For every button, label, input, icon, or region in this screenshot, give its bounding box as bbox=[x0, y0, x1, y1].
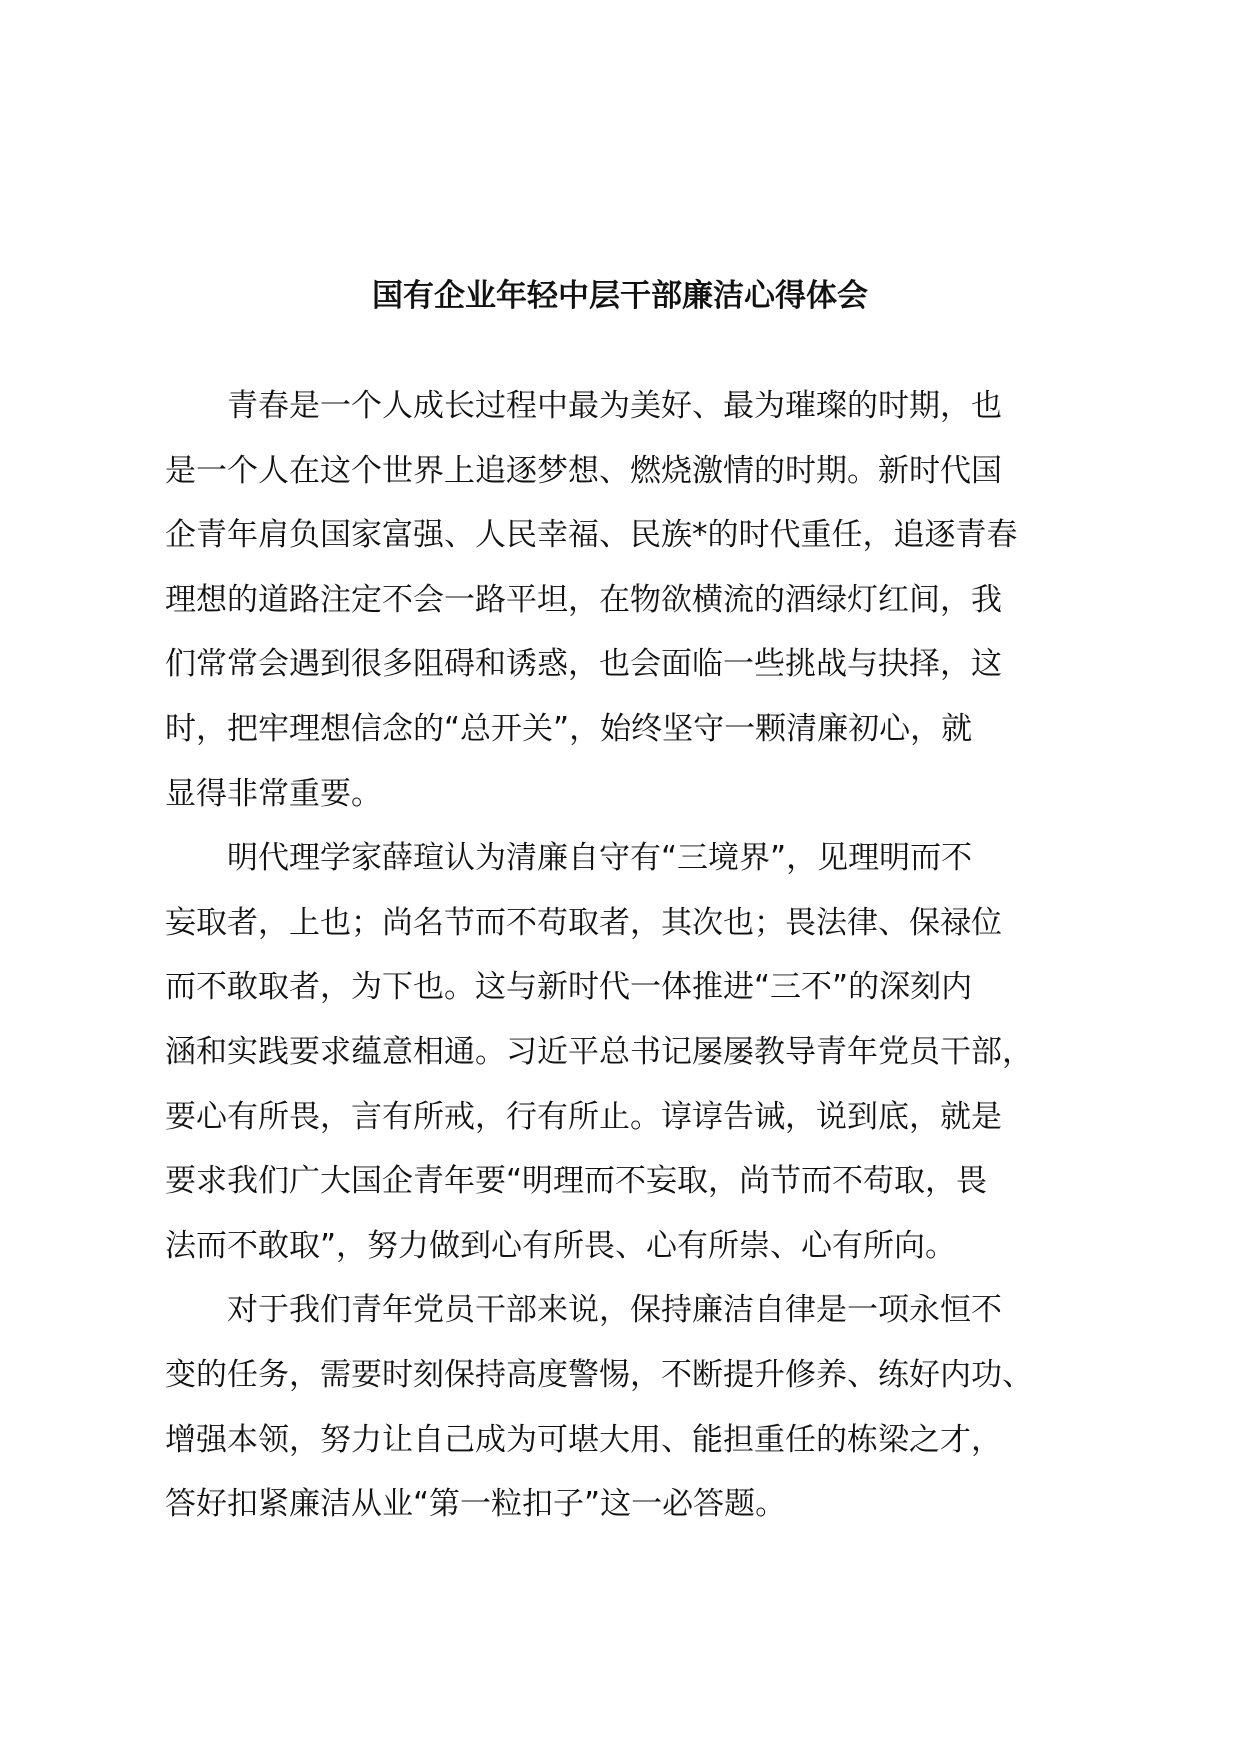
document-body bbox=[165, 374, 1065, 1537]
paragraph-line: 是一个人在这个世界上追逐梦想、燃烧激情的时期。新时代国 bbox=[165, 452, 1002, 489]
paragraph-line: 而不敢取者，为下也。这与新时代一体推进“三不”的深刻内 bbox=[165, 969, 973, 1006]
paragraph-line: 青春是一个人成长过程中最为美好、最为璀璨的时期，也 bbox=[227, 388, 1002, 424]
document-title: 国有企业年轻中层干部廉洁心得体会 bbox=[372, 278, 868, 314]
paragraph-line: 要求我们广大国企青年要“明理而不妄取，尚节而不苟取，畏 bbox=[165, 1163, 988, 1200]
paragraph-line: 时，把牢理想信念的“总开关”，始终坚守一颗清廉初心，就 bbox=[165, 710, 973, 747]
paragraph-line: 涵和实践要求蕴意相通。习近平总书记屡屡教导青年党员干部， bbox=[165, 1033, 1033, 1070]
paragraph-line: 企青年肩负国家富强、人民幸福、民族*的时代重任，追逐青春 bbox=[165, 517, 1018, 554]
paragraph-line: 理想的道路注定不会一路平坦，在物欲横流的酒绿灯红间，我 bbox=[165, 581, 1002, 618]
paragraph-line: 显得非常重要。 bbox=[165, 775, 382, 812]
paragraph-line: 增强本领，努力让自己成为可堪大用、能担重任的栋梁之才， bbox=[165, 1421, 1002, 1458]
paragraph-2 bbox=[165, 826, 1065, 1278]
paragraph-line: 对于我们青年党员干部来说，保持廉洁自律是一项永恒不 bbox=[227, 1292, 1002, 1329]
paragraph-line: 变的任务，需要时刻保持高度警惕，不断提升修养、练好内功、 bbox=[165, 1356, 1033, 1393]
paragraph-line: 答好扣紧廉洁从业“第一粒扣子”这一必答题。 bbox=[165, 1486, 787, 1523]
paragraph-3 bbox=[165, 1278, 1065, 1536]
paragraph-line: 要心有所畏，言有所戒，行有所止。谆谆告诫，说到底，就是 bbox=[165, 1098, 1002, 1135]
paragraph-line: 法而不敢取”，努力做到心有所畏、心有所崇、心有所向。 bbox=[165, 1227, 957, 1264]
paragraph-line: 妄取者，上也；尚名节而不苟取者，其次也；畏法律、保禄位 bbox=[165, 904, 1002, 941]
paragraph-line: 明代理学家薛瑄认为清廉自守有“三境界”，见理明而不 bbox=[227, 840, 973, 877]
paragraph-line: 们常常会遇到很多阻碍和诱惑，也会面临一些挑战与抉择，这 bbox=[165, 646, 1002, 683]
paragraph-1 bbox=[165, 374, 1065, 826]
